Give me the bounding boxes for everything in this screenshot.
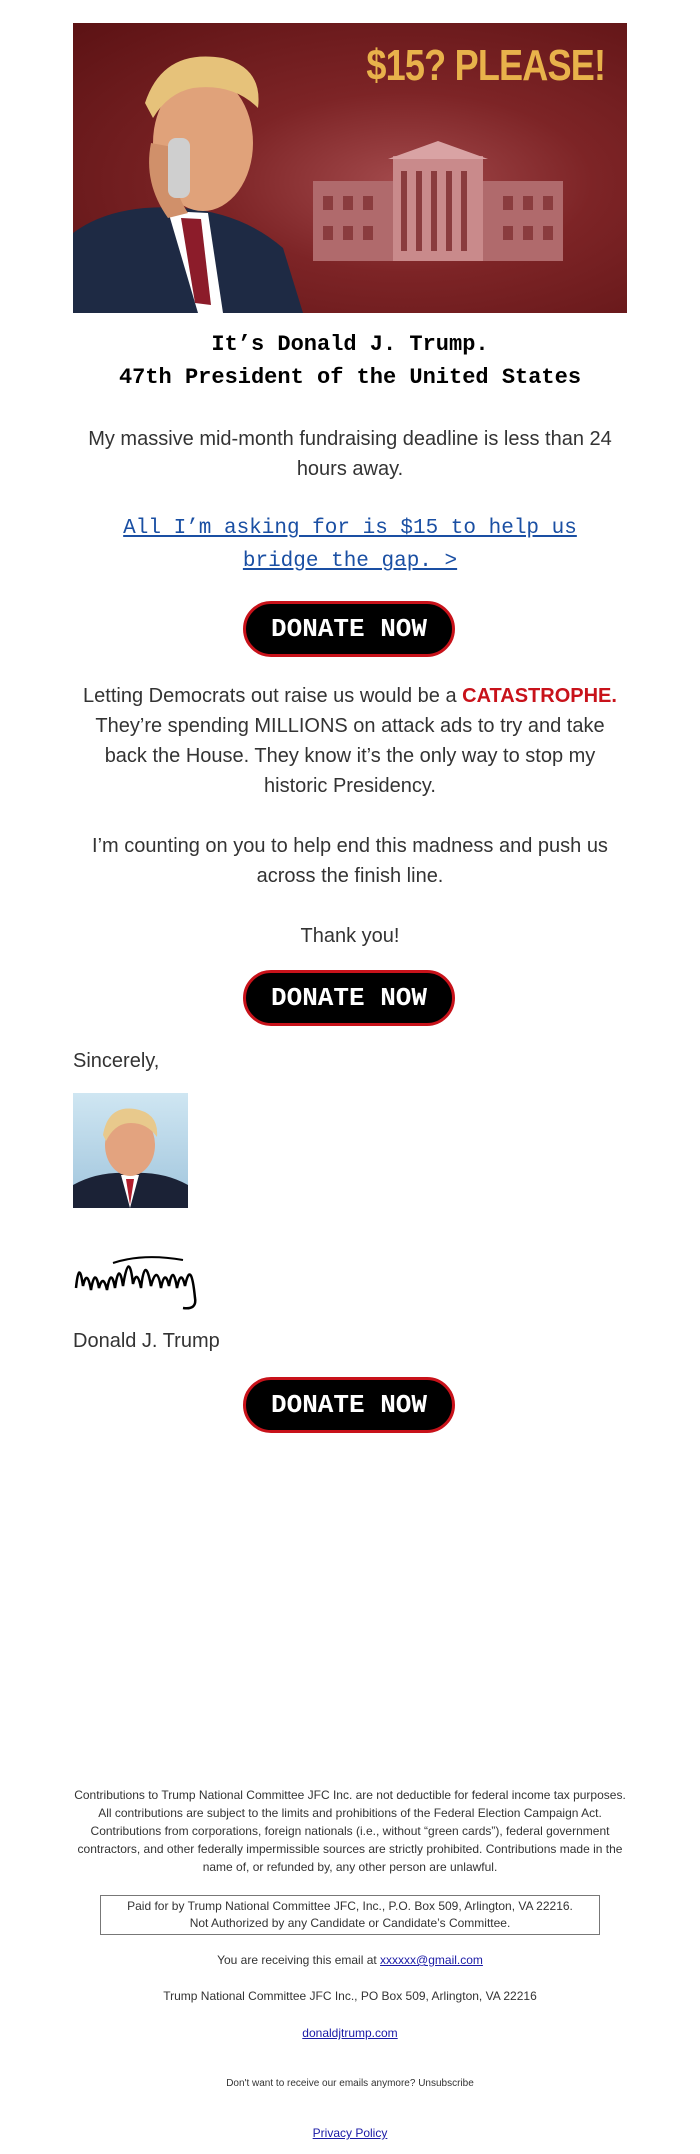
ask-link-line-1[interactable]: All I’m asking for is $15 to help us (123, 517, 577, 540)
donate-button-2[interactable]: DONATE NOW (243, 970, 455, 1026)
receiving-prefix: You are receiving this email at (217, 1953, 381, 1967)
unsubscribe-text[interactable]: Don't want to receive our emails anymore? Unsubscribe (226, 2078, 474, 2089)
white-house-illustration (303, 141, 573, 261)
catastrophe-emphasis: CATASTROPHE. (462, 685, 617, 707)
body-paragraph-2: I’m counting on you to help end this madness and push us across the finish line. (92, 835, 608, 887)
ask-link[interactable] (100, 512, 600, 578)
recipient-email-link[interactable]: xxxxxx@gmail.com (380, 1953, 483, 1967)
hero-image (73, 23, 627, 313)
thank-you-text: Thank you! (300, 925, 400, 947)
legal-disclaimer: Contributions to Trump National Committee JFC Inc. are not deductible for federal income tax purposes. All contributions are subject to the limits and prohibitions of the Federal Election Campaign Act. Contributions from corporations, foreign nationals (i.e., without “green cards”), federal government contractors, and other federally impermissible sources are strictly prohibited. Contributions made in the name of, or refunded by, any other person are unlawful. (74, 1788, 626, 1874)
deadline-text: My massive mid-month fundraising deadline is less than 24 hours away. (88, 428, 612, 480)
portrait-photo (73, 1093, 188, 1208)
body-p1-rest: They’re spending MILLIONS on attack ads to try and take back the House. They know it’s the only way to stop my historic Presidency. (95, 715, 605, 797)
donate-button-3[interactable]: DONATE NOW (243, 1377, 455, 1433)
footer-site-line (73, 2024, 627, 2042)
body-paragraph-1 (80, 681, 620, 801)
portrait-illustration (73, 1093, 188, 1208)
intro-line-2: 47th President of the United States (118, 365, 582, 390)
intro-heading (73, 328, 627, 394)
paid-for-box (100, 1895, 600, 1935)
paid-for-line-1: Paid for by Trump National Committee JFC, Inc., P.O. Box 509, Arlington, VA 22216. (127, 1899, 573, 1913)
paid-for-line-2: Not Authorized by any Candidate or Candidate’s Committee. (189, 1916, 511, 1930)
footer-address: Trump National Committee JFC Inc., PO Box 509, Arlington, VA 22216 (163, 1989, 537, 2003)
signature-image (73, 1238, 208, 1313)
privacy-policy-link[interactable]: Privacy Policy (312, 2126, 388, 2140)
closing-text: Sincerely, (73, 1050, 160, 1072)
man-on-phone-illustration (73, 33, 333, 313)
privacy-line (73, 2124, 627, 2142)
body-p1-text: Letting Democrats out raise us would be a (83, 685, 463, 707)
signer-name: Donald J. Trump (73, 1330, 220, 1352)
ask-link-line-2[interactable]: bridge the gap. > (242, 550, 458, 573)
intro-line-1: It’s Donald J. Trump. (211, 332, 489, 357)
site-link[interactable]: donaldjtrump.com (302, 2026, 398, 2040)
receiving-email-line (73, 1951, 627, 1969)
hero-headline: $15? PLEASE! (366, 41, 605, 90)
donate-button-1[interactable]: DONATE NOW (243, 601, 455, 657)
